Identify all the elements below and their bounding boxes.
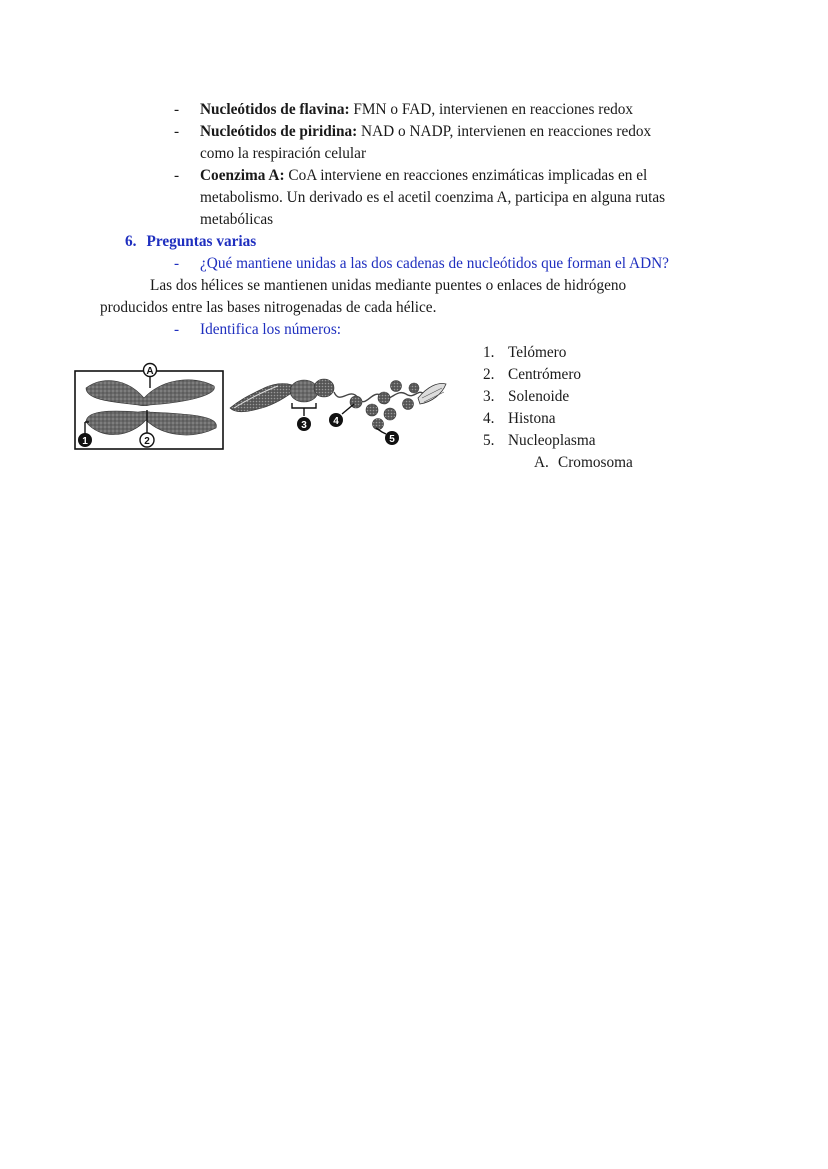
nucleosome-strand [334,381,446,430]
bullet-text: CoA interviene en reacciones enzimáticas implicadas en el [284,167,648,184]
question-identifica: Identifica los números: [200,321,342,338]
list-item: Solenoide [508,388,570,405]
list-number: 2. [483,366,495,383]
chromosome-figure [72,358,452,458]
label-4: 4 [333,416,339,427]
bullet-text: FMN o FAD, intervienen en reacciones redox [349,101,634,118]
list-number: 3. [483,388,495,405]
list-item: Cromosoma [558,454,633,471]
label-1: 1 [82,436,88,447]
list-item: Histona [508,410,556,427]
bullet-coenzima [200,167,647,185]
bullet-text: NAD o NADP, intervienen en reacciones redox [357,123,652,140]
list-number: 5. [483,432,495,449]
bullet-continuation: metabólicas [200,211,274,228]
label-2: 2 [144,436,150,447]
list-letter: A. [534,454,549,471]
answer-line: Las dos hélices se mantienen unidas mediante puentes o enlaces de hidrógeno [150,277,627,294]
list-number: 4. [483,410,495,427]
bullet-label: Coenzima A: [200,167,285,184]
list-item: Nucleoplasma [508,432,596,449]
list-number: 1. [483,344,495,361]
chromosome-shape [86,380,216,435]
section-heading [125,233,256,251]
label-a: A [146,366,154,377]
bullet-dash: - [174,101,180,118]
question-adn: ¿Qué mantiene unidas a las dos cadenas de nucleótidos que forman el ADN? [200,255,669,272]
section-title: Preguntas varias [146,233,257,250]
bullet-continuation: como la respiración celular [200,145,367,162]
bullet-dash: - [174,123,180,140]
question-dash: - [174,255,180,272]
bullet-label: Nucleótidos de piridina: [200,123,358,140]
bullet-dash: - [174,167,180,184]
question-dash: - [174,321,180,338]
list-item: Centrómero [508,366,582,383]
bullet-flavina [200,101,633,119]
solenoid-coil [230,379,334,412]
bullet-label: Nucleótidos de flavina: [200,101,350,118]
label-3: 3 [301,420,307,431]
list-item: Telómero [508,344,567,361]
label-5: 5 [389,434,395,445]
answer-line: producidos entre las bases nitrogenadas de cada hélice. [100,299,437,316]
section-number: 6. [125,233,137,250]
bullet-piridina [200,123,651,141]
bullet-continuation: metabolismo. Un derivado es el acetil coenzima A, participa en alguna rutas [200,189,666,206]
